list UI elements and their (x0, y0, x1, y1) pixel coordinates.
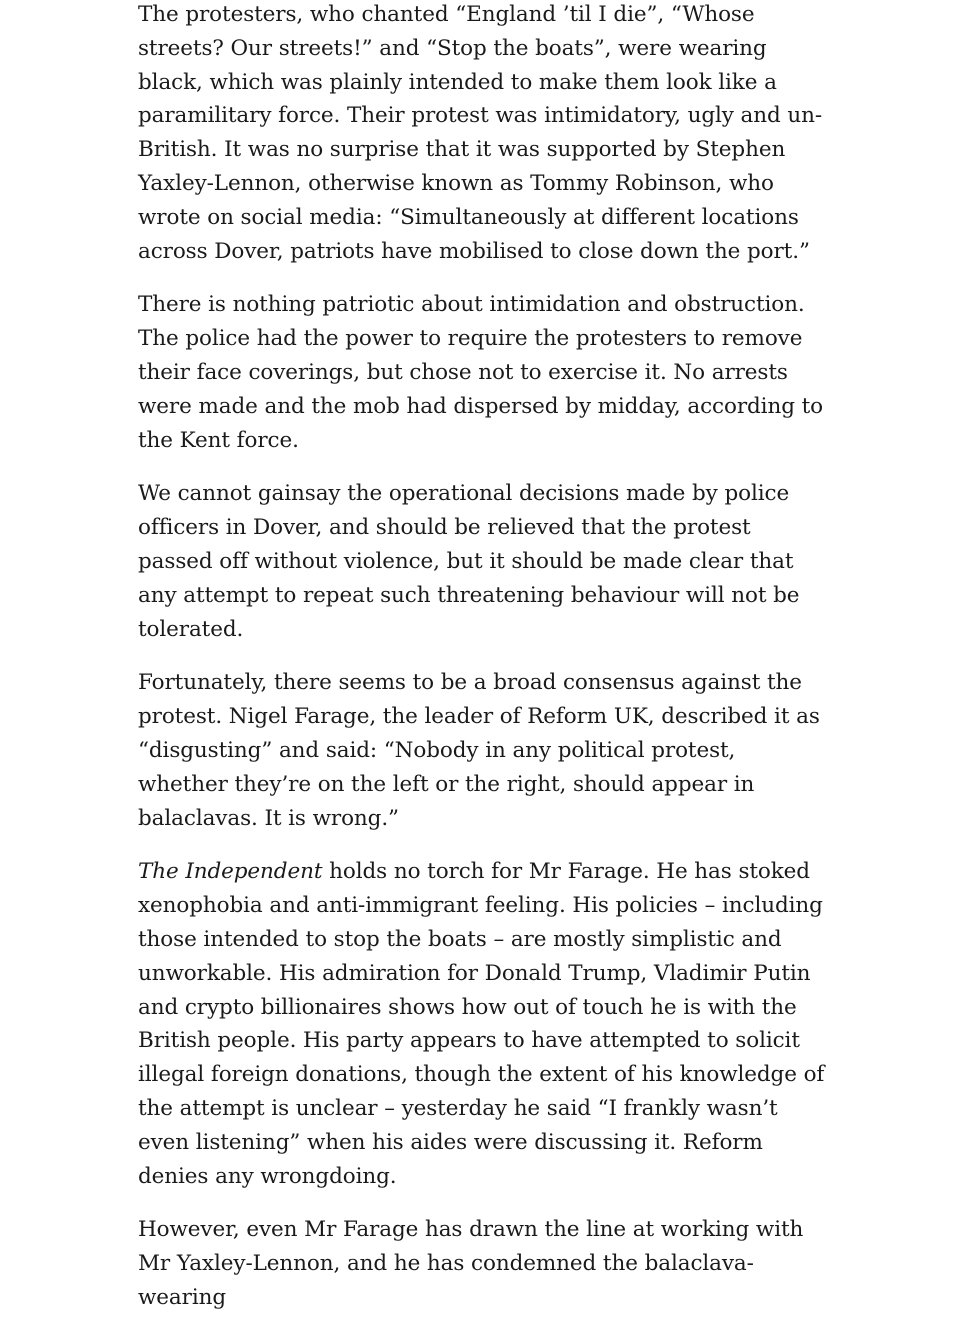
paragraph-5-text: holds no torch for Mr Farage. He has stoked xenophobia and anti-immigrant feeling. His policies – including those intended to stop the boats – are mostly simplistic and unworkable. His admiration for Donald Trump, Vladimir Putin and crypto billionaires shows how out of touch he is with the British people. His party appears to have attempted to solicit illegal foreign donations, though the extent of his knowledge of the attempt is unclear – yesterday he said “I frankly wasn’t even listening” when his aides were discussing it. Reform denies any wrongdoing. (138, 859, 825, 1189)
paragraph-1-text: The protesters, who chanted “England ’til I die”, “Whose streets? Our streets!” and “Stop the boats”, were wearing black, which was plainly intended to make them look like a paramilitary force. Their protest was intimidatory, ugly and un-British. It was no surprise that it was supported by Stephen Yaxley-Lennon, otherwise known as Tommy Robinson, who wrote on social media: “Simultaneously at different locations across Dover, patriots have mobilised to close down the port.” (138, 2, 823, 264)
paragraph-5 (138, 855, 828, 1193)
paragraph-3 (138, 477, 828, 646)
article-body (138, 0, 828, 1335)
paragraph-4 (138, 666, 828, 835)
publication-name: The Independent (138, 859, 323, 885)
paragraph-2-text: There is nothing patriotic about intimidation and obstruction. The police had the power to require the protesters to remove their face coverings, but chose not to exercise it. No arrests were made and the mob had dispersed by midday, according to the Kent force. (138, 292, 823, 453)
paragraph-3-text: We cannot gainsay the operational decisions made by police officers in Dover, and should be relieved that the protest passed off without violence, but it should be made clear that any attempt to repeat such threatening behaviour will not be tolerated. (138, 481, 800, 642)
paragraph-4-text: Fortunately, there seems to be a broad consensus against the protest. Nigel Farage, the leader of Reform UK, described it as “disgusting” and said: “Nobody in any political protest, whether they’re on the left or the right, should appear in balaclavas. It is wrong.” (138, 670, 820, 831)
paragraph-2 (138, 288, 828, 457)
paragraph-1 (138, 0, 828, 268)
paragraph-6-text: However, even Mr Farage has drawn the line at working with Mr Yaxley-Lennon, and he has condemned the balaclava-wearing (138, 1217, 804, 1310)
paragraph-6 (138, 1213, 828, 1314)
